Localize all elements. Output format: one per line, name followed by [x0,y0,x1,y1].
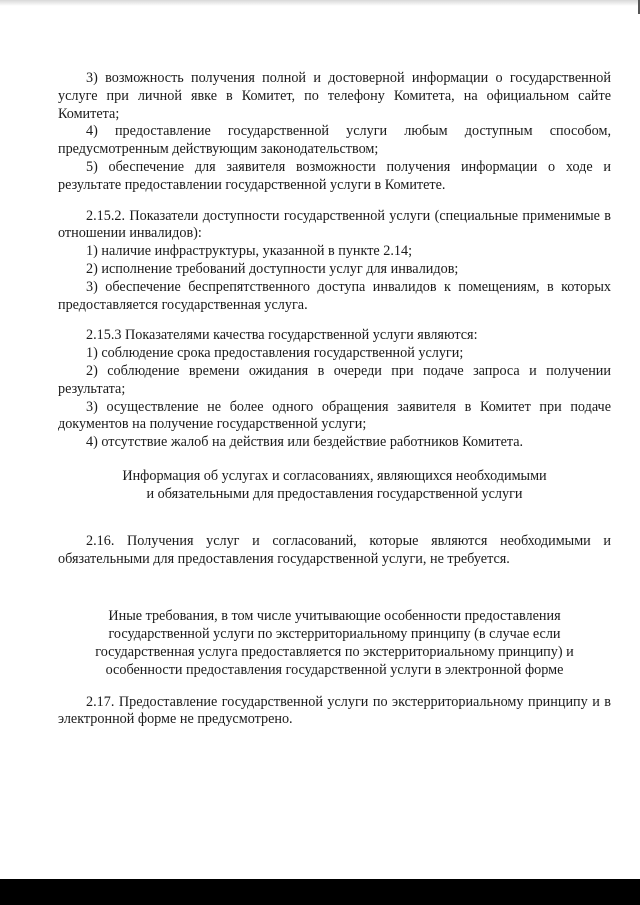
heading-line: Информация об услугах и согласованиях, являющихся необходимыми [122,467,547,484]
heading-line: государственная услуга предоставляется по экстерриториальному принципу) и [95,643,574,660]
heading-line: и обязательными для предоставления государственной услуги [146,485,523,502]
section-heading-other-requirements [58,607,611,679]
paragraph-item-5: 5) обеспечение для заявителя возможности получения информации о ходе и результате предоставлении государственной услуги в Комитете. [58,158,611,193]
paragraph-2-15-3: 2.15.3 Показателями качества государственной услуги являются: [86,327,478,344]
paragraph-2-15-2-item-1: 1) наличие инфраструктуры, указанной в пункте 2.14; [86,243,413,260]
paragraph-2-15-2: 2.15.2. Показатели доступности государственной услуги (специальные применимые в отношении инвалидов): [58,207,611,242]
heading-line: Иные требования, в том числе учитывающие особенности предоставления [108,607,561,624]
paragraph-2-15-3-item-3: 3) осуществление не более одного обращения заявителя в Комитет при подаче документов на получение государственной услуги; [58,398,611,433]
paragraph-2-17: 2.17. Предоставление государственной услуги по экстерриториальному принципу и в электронной форме не предусмотрено. [58,693,611,728]
heading-line: государственной услуги по экстерриториальному принципу (в случае если [108,625,561,642]
heading-line: особенности предоставления государственной услуги в электронной форме [105,661,564,678]
paragraph-item-4: 4) предоставление государственной услуги любым доступным способом, предусмотренным действующим законодательством; [58,123,611,158]
scan-top-edge [0,0,640,6]
paragraph-2-15-3-item-1: 1) соблюдение срока предоставления государственной услуги; [86,345,464,362]
document-page [58,70,611,729]
paragraph-item-3: 3) возможность получения полной и достоверной информации о государственной услуге при личной явке в Комитет, по телефону Комитета, на официальном сайте Комитета; [58,70,611,122]
scan-bottom-band [0,879,640,905]
paragraph-2-15-2-item-2: 2) исполнение требований доступности услуг для инвалидов; [86,260,459,277]
paragraph-2-15-2-item-3: 3) обеспечение беспрепятственного доступа инвалидов к помещениям, в которых предоставляется государственная услуга. [58,278,611,313]
paragraph-2-15-3-item-2: 2) соблюдение времени ожидания в очереди при подаче запроса и получении результата; [58,362,611,397]
section-heading-services [58,467,611,503]
paragraph-2-15-3-item-4: 4) отсутствие жалоб на действия или бездействие работников Комитета. [86,434,524,451]
paragraph-2-16: 2.16. Получения услуг и согласований, которые являются необходимыми и обязательными для предоставления государственной услуги, не требуется. [58,532,611,567]
